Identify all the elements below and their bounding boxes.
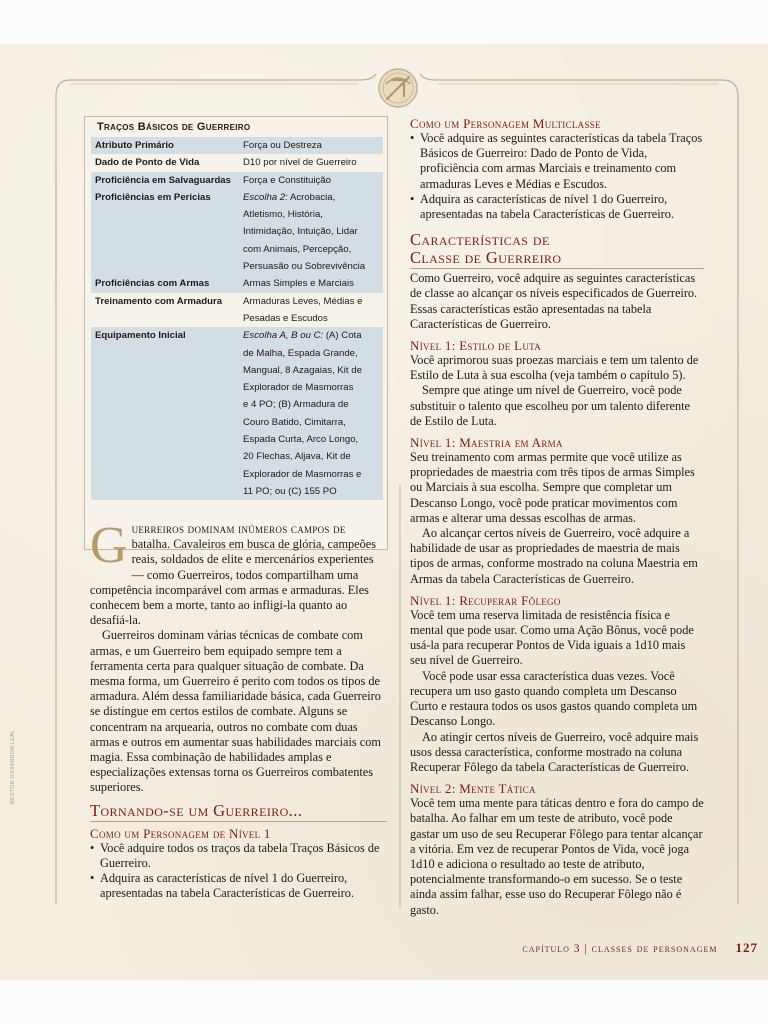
choice-label: Escolha A, B ou C:: [243, 330, 324, 342]
subheading-level1: Como um Personagem de Nível 1: [90, 825, 271, 841]
trait-value: Armaduras Leves, Médias e Pesadas e Escudos: [243, 295, 363, 324]
paragraph: Como Guerreiro, você adquire as seguintes características de classe ao alcançar os níveis especificados de Guerreiro. Essas características estão apresentadas na tabela Características de Guerreiro.: [410, 271, 698, 331]
trait-key: Treinamento com Armadura: [95, 295, 223, 307]
level1-list: [90, 841, 387, 902]
paragraph: Seu treinamento com armas permite que você utilize as propriedades de maestria com três tipos de armas Simples ou Marciais à sua escolha. Sempre que completar um Descanso Longo, você pode praticar movimentos com armas e alterar uma dessas escolhas de armas.: [410, 450, 695, 525]
page-number: 127: [735, 940, 758, 955]
right-column: [410, 116, 704, 918]
heading-rule: [410, 268, 704, 269]
intro-text: batalha. Cavaleiros em busca de glória, campeões reais, soldados de elite e mercenários experientes — como Guerreiros, todos compartilham uma competência incomparável com armas e armaduras. Eles conhecem bem a morte, tanto ao infligi-la quanto ao desafiá-la.: [90, 537, 377, 628]
section-heading-become: Tornando-se um Guerreiro...: [90, 800, 303, 820]
feature-heading-weapon-mastery: Nível 1: Maestria em Arma: [410, 435, 563, 451]
paragraph: Guerreiros dominam várias técnicas de combate com armas, e um Guerreiro bem equipado sempre tem a ferramenta certa para qualquer situação de combate. Da mesma forma, um Guerreiro é perito com todos os tipos de armadura. Além dessa familiaridade básica, cada Guerreiro se distingue em certos estilos de combate. Alguns se concentram na arquearia, outros no combate com duas armas e outros em aumentar suas habilidades marciais com magia. Essa combinação de habilidades amplas e especializações extensas torna os Guerreiros combatentes superiores.: [90, 628, 381, 795]
paragraph: Sempre que atinge um nível de Guerreiro, você pode substituir o talento que escolheu por um talento diferente de Estilo de Luta.: [410, 383, 691, 428]
table-row: [91, 327, 383, 500]
intro-small-caps: uerreiros dominam inúmeros campos de: [131, 522, 346, 536]
choice-list: Acrobacia, Atletismo, História, Intimidação, Intuição, Lidar com Animais, Percepção, Persuasão ou Sobrevivência: [243, 191, 366, 273]
multiclass-list: [410, 131, 704, 222]
class-emblem-icon: [379, 69, 417, 107]
paragraph: Ao alcançar certos níveis de Guerreiro, você adquire a habilidade de usar as propriedades de maestria de mais tipos de armas, conforme mostrado na coluna Maestria em Armas da tabela Características de Guerreiro.: [410, 526, 698, 586]
list-item: • Você adquire as seguintes características da tabela Traços Básicos de Guerreiro: Dado de Ponto de Vida, proficiência com armas Marciais e treinamento com armaduras Leves e Médias e Escudos.: [410, 131, 704, 192]
trait-value: Armas Simples e Marciais: [239, 275, 383, 292]
table-row: [91, 137, 383, 154]
heading-line: Características de: [410, 230, 550, 250]
traits-table: [91, 137, 383, 500]
trait-key: Proficiência em Salvaguardas: [91, 172, 239, 189]
trait-key: Proficiências com Armas: [91, 275, 239, 292]
artist-credit: NESTOR OSSANDON LEAL: [10, 729, 16, 804]
paragraph: Você tem uma reserva limitada de resistência física e mental que pode usar. Como uma Ação Bônus, você pode usá-la para recuperar Pontos de Vida iguais a 1d10 mais seu nível de Guerreiro.: [410, 607, 694, 668]
paragraph: Você aprimorou suas proezas marciais e tem um talento de Estilo de Luta à sua escolha (veja também o capítulo 5).: [410, 353, 699, 383]
table-row: [91, 172, 383, 189]
trait-key: Dado de Ponto de Vida: [95, 157, 200, 169]
drop-cap: G: [90, 517, 128, 574]
list-item: • Você adquire todos os traços da tabela Traços Básicos de Guerreiro.: [90, 841, 387, 871]
section-heading-features: [410, 231, 704, 267]
list-item: • Adquira as características de nível 1 do Guerreiro, apresentadas na tabela Características de Guerreiro.: [410, 192, 704, 222]
intro-paragraph: [90, 517, 387, 628]
feature-heading-second-wind: Nível 1: Recuperar Fôlego: [410, 592, 561, 608]
trait-key: Proficiências em Perícias: [91, 189, 239, 275]
table-row: [91, 275, 383, 292]
table-row: [91, 189, 383, 275]
paragraph: Você pode usar essa característica duas vezes. Você recupera um uso gasto quando completa um Descanso Curto e restaura todos os usos gastos quando completa um Descanso Longo.: [410, 668, 698, 729]
page-footer: [522, 940, 758, 956]
trait-key: Equipamento Inicial: [91, 327, 239, 500]
frame-left-line: [56, 80, 70, 904]
frame-top-left-line: [70, 74, 376, 80]
table-row: [91, 154, 383, 171]
choice-list: (A) Cota de Malha, Espada Grande, Mangual, 8 Azagaias, Kit de Explorador de Masmorras e 4 PO; (B) Armadura de Couro Batido, Cimitarra, Espada Curta, Arco Longo, 20 Flechas, Aljava, Kit de Explorador de Masmorras e 11 PO; ou (C) 155 PO: [243, 330, 362, 497]
trait-key: Atributo Primário: [91, 137, 239, 154]
subheading-multiclass: Como um Personagem Multiclasse: [410, 116, 601, 131]
heading-line: Classe de Guerreiro: [410, 248, 562, 268]
sidebar-title: Traços Básicos de Guerreiro: [97, 121, 251, 133]
feature-heading-tactical-mind: Nível 2: Mente Tática: [410, 781, 536, 797]
heading-rule: [90, 821, 387, 822]
paragraph: Ao atingir certos níveis de Guerreiro, você adquire mais usos dessa característica, conforme mostrado na coluna Recuperar Fôlego da tabela Características de Guerreiro.: [410, 729, 699, 774]
trait-value: [239, 327, 383, 500]
chapter-label: capítulo 3 | classes de personagem: [522, 943, 718, 955]
trait-value: D10 por nível de Guerreiro: [243, 157, 357, 169]
book-page: [0, 44, 768, 980]
choice-label: Escolha 2:: [243, 191, 288, 203]
trait-value: Força ou Destreza: [239, 137, 383, 154]
table-row: [91, 293, 383, 328]
traits-sidebar: [84, 116, 388, 550]
trait-value: Força e Constituição: [239, 172, 383, 189]
feature-heading-fighting-style: Nível 1: Estilo de Luta: [410, 338, 542, 354]
list-item: • Adquira as características de nível 1 do Guerreiro, apresentadas na tabela Características de Guerreiro.: [90, 871, 387, 901]
left-column: [90, 517, 387, 901]
paragraph: Você tem uma mente para táticas dentro e fora do campo de batalha. Ao falhar em um teste de atributo, você pode gastar um uso de seu Recuperar Fôlego para tentar alcançar a vitória. Em vez de recuperar Pontos de Vida, você joga 1d10 e adiciona o resultado ao teste de atributo, potencialmente transformando-o em sucesso. Se o teste ainda assim falhar, esse uso do Recuperar Fôlego não é gasto.: [410, 796, 704, 917]
trait-value: [239, 189, 383, 275]
